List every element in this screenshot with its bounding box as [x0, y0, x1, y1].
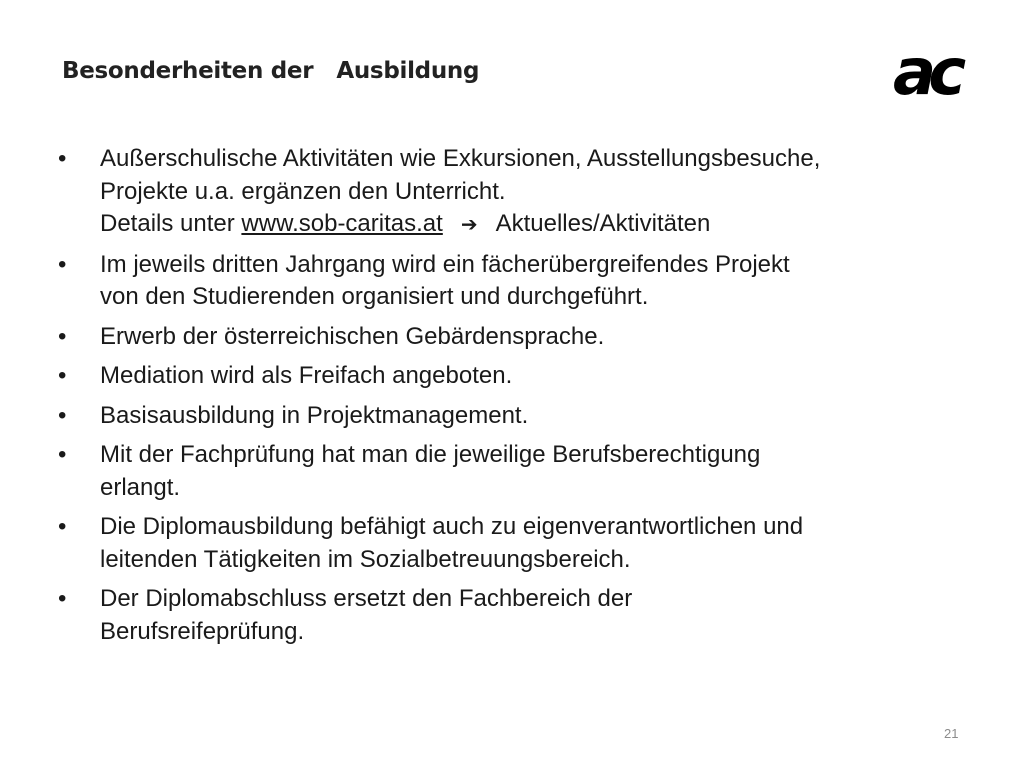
bullet-line: Berufsreifeprüfung.	[100, 617, 305, 645]
bullet-line: von den Studierenden organisiert und durchgeführt.	[100, 283, 649, 310]
bullet-dot: •	[58, 441, 67, 468]
bullet-dot: •	[58, 585, 67, 612]
bullet-item-projektmanagement	[58, 400, 958, 433]
bullet-list	[58, 143, 958, 655]
page-number: 21	[944, 726, 959, 741]
bullet-line: Mediation wird als Freifach angeboten.	[100, 362, 513, 389]
bullet-item-projekt	[58, 249, 958, 314]
bullet-dot: •	[58, 250, 67, 278]
ac-logo	[893, 46, 973, 102]
svg-text:ac: ac	[893, 46, 959, 102]
details-prefix: Details unter	[100, 210, 242, 237]
bullet-line: erlangt.	[100, 473, 181, 501]
slide-title: Besonderheiten der Ausbildung	[62, 58, 480, 84]
bullet-dot: •	[58, 362, 67, 389]
bullet-line: Projekte u.a. ergänzen den Unterricht.	[100, 177, 506, 205]
bullet-item-diplomabschluss	[58, 583, 958, 648]
details-suffix: Aktuelles/Aktivitäten	[495, 210, 711, 237]
bullet-item-gebaerdensprache	[58, 321, 958, 354]
bullet-item-fachpruefung	[58, 439, 958, 504]
right-arrow-icon: ➔	[460, 214, 478, 236]
bullet-line: Außerschulische Aktivitäten wie Exkursionen, Ausstellungsbesuche,	[100, 145, 821, 172]
bullet-line: Erwerb der österreichischen Gebärdensprache.	[100, 322, 605, 350]
bullet-line: Der Diplomabschluss ersetzt den Fachbereich der	[100, 585, 633, 612]
bullet-line: Basisausbildung in Projektmanagement.	[100, 401, 529, 429]
bullet-line: Die Diplomausbildung befähigt auch zu eigenverantwortlichen und	[100, 513, 804, 540]
bullet-item-mediation	[58, 360, 958, 393]
bullet-dot: •	[58, 145, 67, 172]
bullet-dot: •	[58, 401, 67, 429]
bullet-item-aktivitaeten	[58, 143, 958, 242]
bullet-dot: •	[58, 513, 67, 540]
website-link[interactable]: www.sob-caritas.at	[241, 210, 443, 237]
bullet-item-diplomausbildung	[58, 511, 958, 576]
bullet-line: Mit der Fachprüfung hat man die jeweilige Berufsberechtigung	[100, 441, 761, 468]
details-line	[100, 208, 958, 242]
bullet-dot: •	[58, 322, 67, 350]
bullet-line: Im jeweils dritten Jahrgang wird ein fächerübergreifendes Projekt	[100, 250, 790, 278]
bullet-line: leitenden Tätigkeiten im Sozialbetreuungsbereich.	[100, 545, 631, 573]
